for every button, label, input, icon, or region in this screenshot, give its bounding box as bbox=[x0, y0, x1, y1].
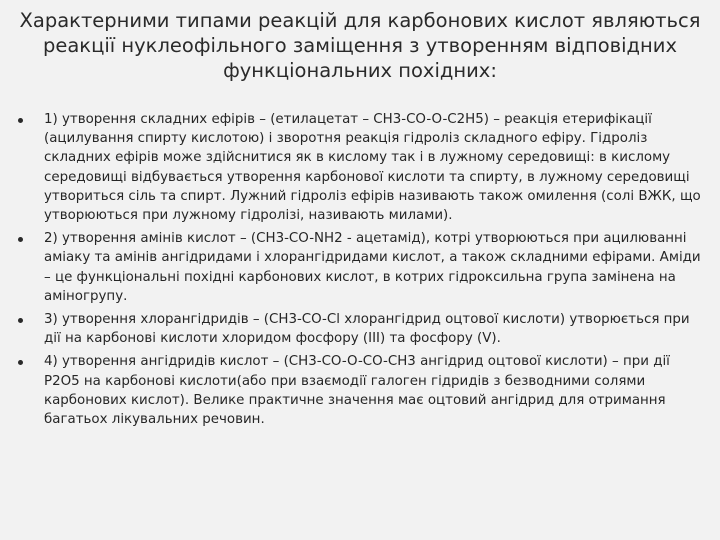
list-item-text: 3) утворення хлорангідридів – (CH3-CO-Cl хлорангідрид оцтової кислоти) утворюється при дії на карбонові кислоти хлоридом фосфору (III) та фосфору (V). bbox=[44, 312, 690, 347]
bullet-icon bbox=[18, 360, 23, 365]
slide-title bbox=[0, 8, 720, 83]
list-item-text: 1) утворення складних ефірів – (етилацетат – CH3-CO-O-C2H5) – реакція етерифікації (ацилування спирту кислотою) і зворотня реакція гідроліз складного ефіру. Гідроліз складних ефірів може здійснитися як в кислому так і в лужному середовищі: в кислому середовищі відбувається утворення карбонової кислоти та спирту, в лужному середовищі утвориться сіль та спирт. Лужний гідроліз ефірів називають також омилення (солі ВЖК, що утворюються при лужному гідролізі, називають милами). bbox=[44, 112, 701, 224]
title-line-2: реакції нуклеофільного заміщення з утворенням відповідних bbox=[42, 34, 678, 57]
bullet-icon bbox=[18, 318, 23, 323]
title-line-3: функціональних похідних: bbox=[223, 59, 497, 82]
bullet-icon bbox=[18, 237, 23, 242]
list-item bbox=[0, 229, 720, 306]
title-line-1: Характерними типами реакцій для карбонових кислот являються bbox=[19, 9, 701, 32]
list-item-text: 2) утворення амінів кислот – (CH3-CO-NH2 - ацетамід), котрі утворюються при ацилюванні аміаку та амінів ангідридами і хлорангідридами кислот, а також складними ефірами. Аміди – це функціональні похідні карбонових кислот, в котрих гідроксильна група замінена на аміногрупу. bbox=[44, 231, 701, 304]
list-item bbox=[0, 352, 720, 429]
bullet-list bbox=[0, 110, 720, 433]
bullet-icon bbox=[18, 118, 23, 123]
list-item bbox=[0, 310, 720, 348]
list-item-text: 4) утворення ангідридів кислот – (CH3-CO-O-CO-CH3 ангідрид оцтової кислоти) – при дії P2O5 на карбонові кислоти(або при взаємодії галоген гідридів з безводними солями карбонових кислот). Велике практичне значення має оцтовий ангідрид для отримання багатьох лікувальних речовин. bbox=[44, 354, 670, 428]
list-item bbox=[0, 110, 720, 225]
